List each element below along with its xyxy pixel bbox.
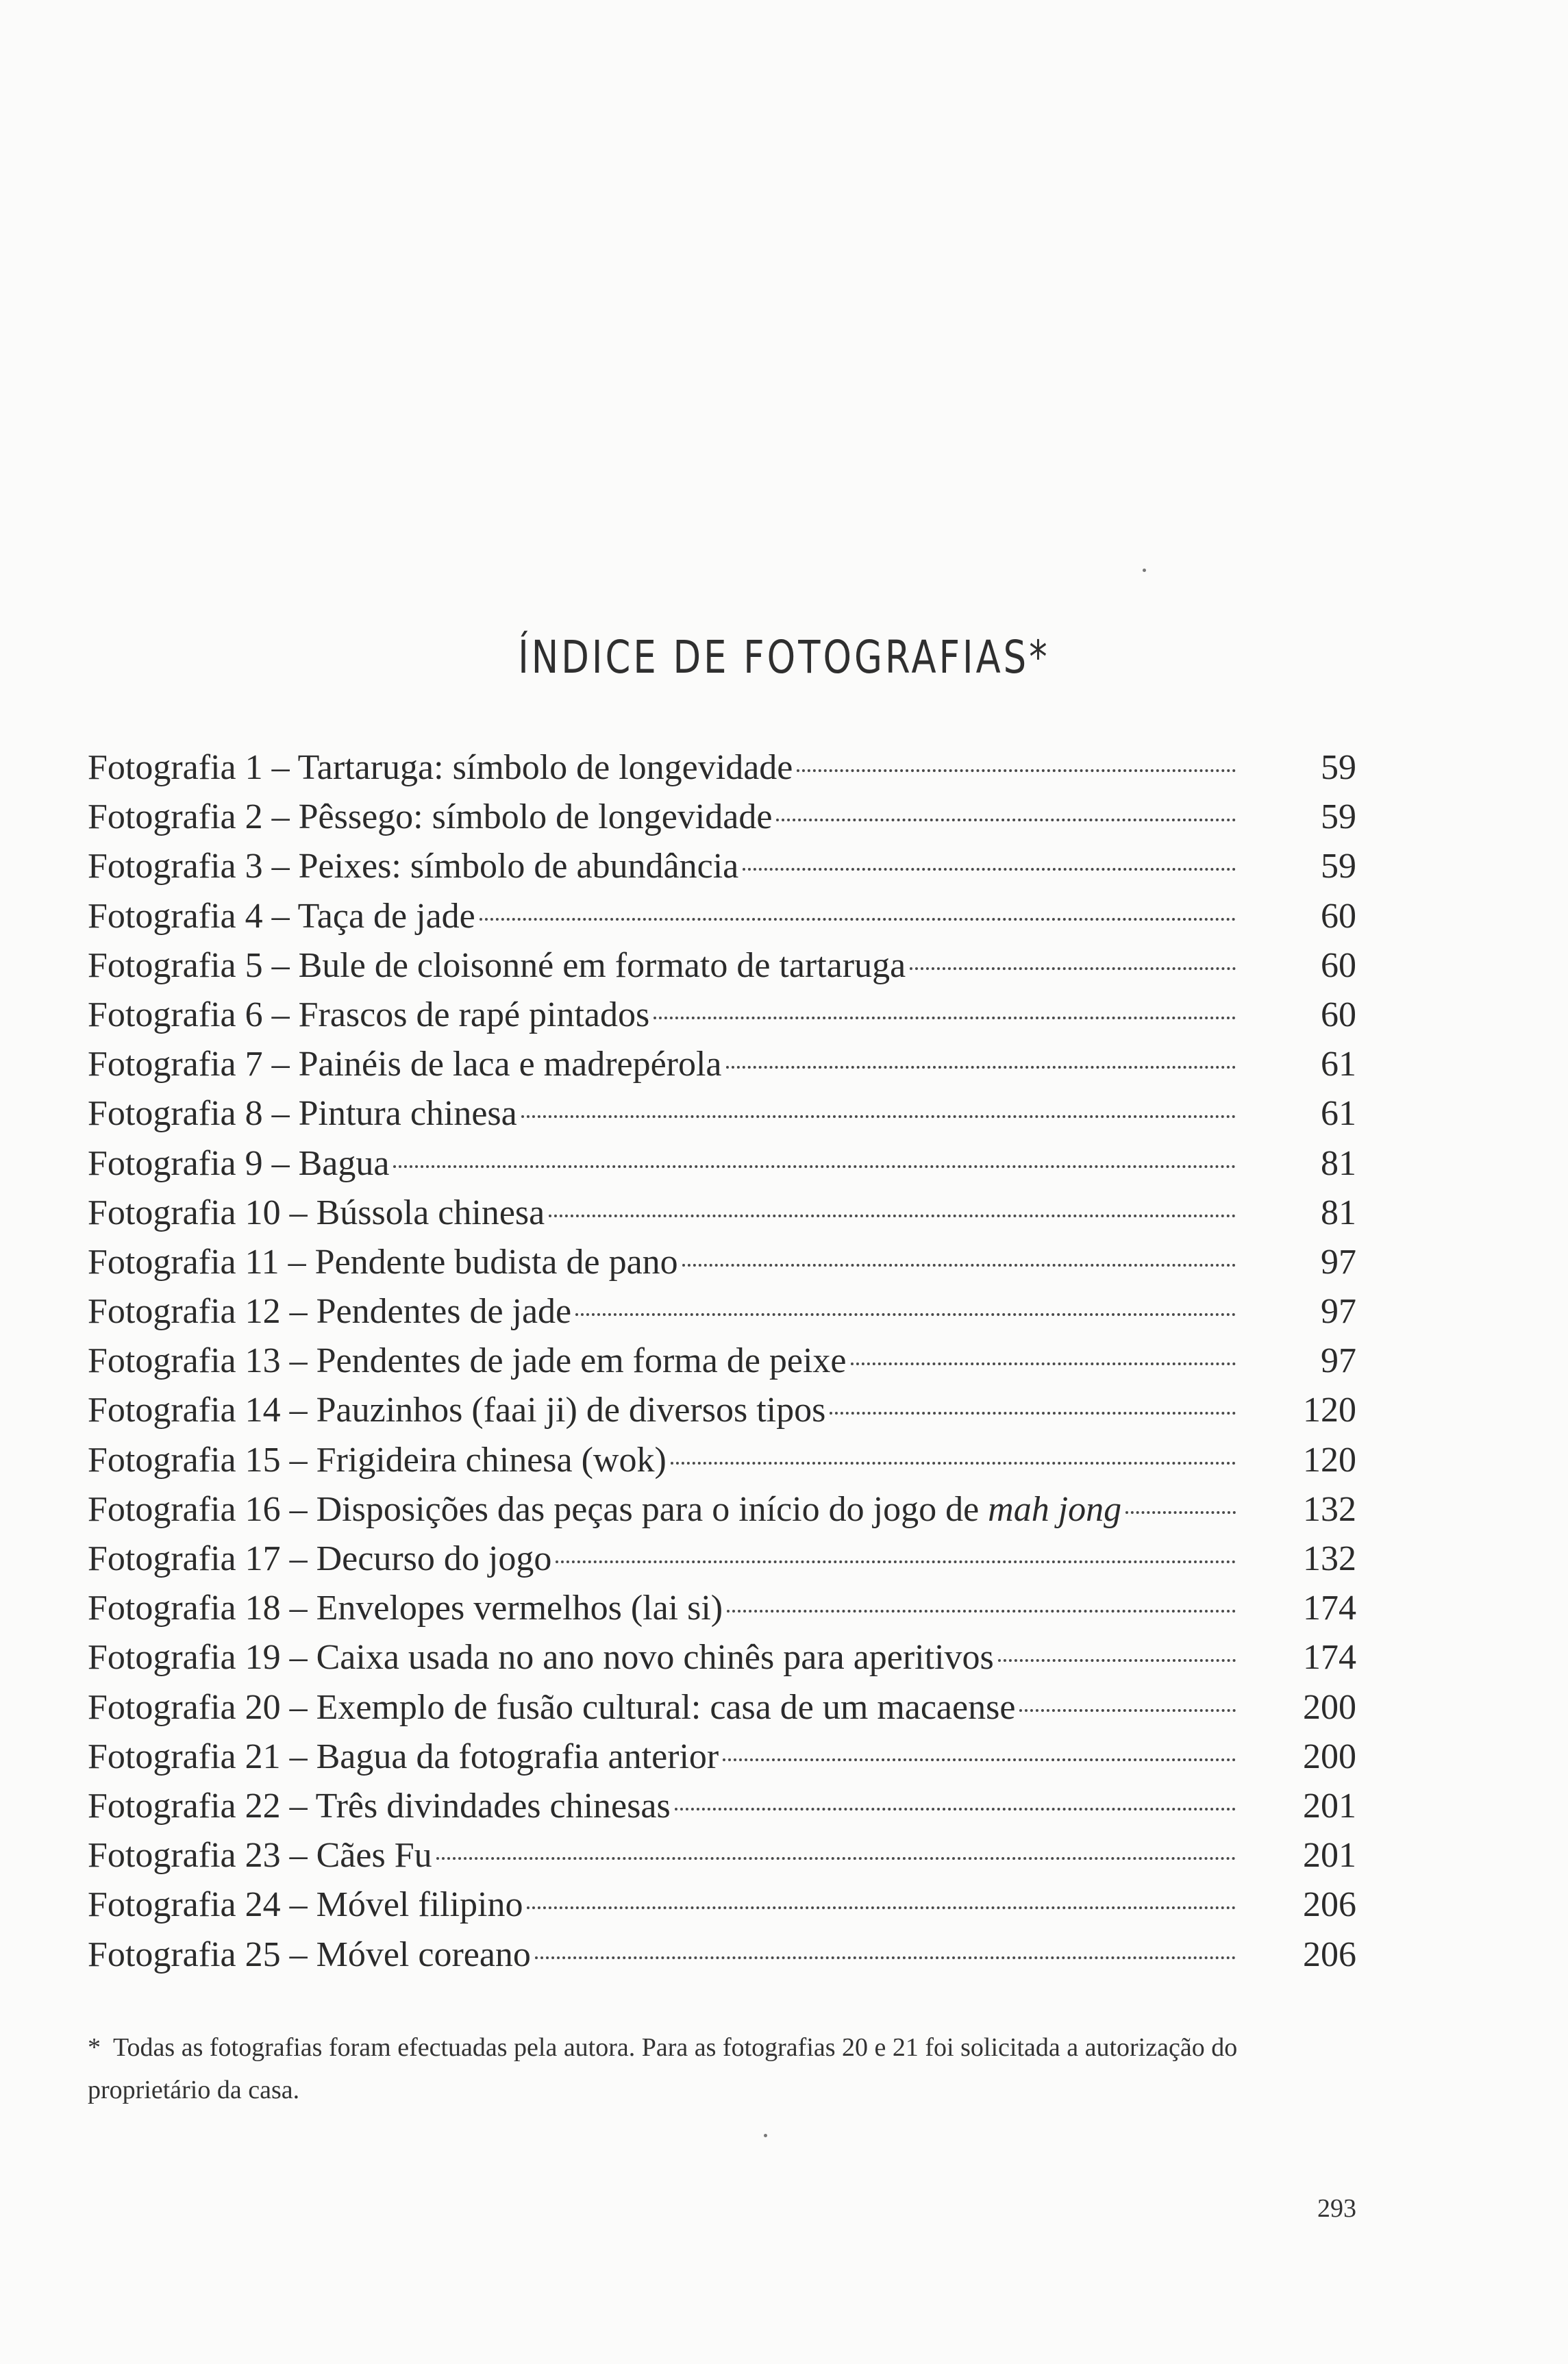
toc-entry [88,793,1356,842]
toc-entry [88,1880,1356,1930]
toc-entry [88,1139,1356,1189]
entry-title-text: Fotografia 4 – Taça de jade [88,896,475,936]
entry-page-number: 201 [1303,1786,1356,1826]
entry-page-number: 61 [1321,1045,1356,1084]
dot-leader [830,1412,1236,1415]
entry-title-text: Fotografia 7 – Painéis de laca e madrepérola [88,1045,722,1084]
entry-title-text: Fotografia 21 – Bagua da fotografia anterior [88,1737,719,1776]
dot-leader [556,1560,1236,1563]
entry-page-number: 59 [1321,797,1356,837]
toc-entry [88,1336,1356,1386]
dot-leader [675,1808,1236,1811]
entry-title [88,1436,667,1485]
entry-title-text: Fotografia 13 – Pendentes de jade em forma de peixe [88,1341,847,1381]
paper-speck [1143,569,1146,572]
entry-title-text: Fotografia 25 – Móvel coreano [88,1934,531,1974]
entry-title [88,743,793,793]
page-number: 293 [1317,2194,1356,2223]
entry-title-text: Fotografia 23 – Cães Fu [88,1836,432,1876]
toc-entry [88,1040,1356,1089]
dot-leader [521,1115,1236,1118]
dot-leader [527,1906,1236,1909]
entry-title [88,1732,719,1782]
footnote-mark: * [88,2033,101,2062]
entry-page-number: 206 [1303,1885,1356,1925]
toc-entry [88,991,1356,1040]
entry-title-text: Fotografia 10 – Bússola chinesa [88,1193,545,1232]
entry-title [88,1089,517,1139]
entry-title-text: Fotografia 19 – Caixa usada no ano novo chinês para aperitivos [88,1638,994,1678]
entry-title [88,1930,531,1980]
entry-title [88,1485,1121,1534]
entry-title-text: Fotografia 1 – Tartaruga: símbolo de longevidade [88,748,793,787]
dot-leader [671,1462,1236,1465]
entry-page-number: 97 [1321,1242,1356,1282]
toc-entry [88,743,1356,793]
page-title: ÍNDICE DE FOTOGRAFIAS* [518,631,1050,684]
dot-leader [436,1857,1236,1860]
entry-page-number: 174 [1303,1638,1356,1678]
dot-leader [1019,1709,1236,1712]
entry-page-number: 200 [1303,1737,1356,1776]
entry-page-number: 61 [1321,1094,1356,1134]
entry-title-italic: mah jong [988,1489,1122,1529]
dot-leader [727,1610,1236,1613]
entry-title [88,1238,678,1287]
entry-title-text: Fotografia 17 – Decurso do jogo [88,1539,552,1578]
toc-entry [88,1683,1356,1732]
entry-title [88,1880,523,1930]
entry-title [88,1534,551,1584]
entry-page-number: 60 [1321,995,1356,1034]
entry-page-number: 60 [1321,896,1356,936]
entry-page-number: 81 [1321,1193,1356,1232]
entry-page-number: 120 [1303,1440,1356,1480]
toc-entry [88,1930,1356,1980]
entry-title-text: Fotografia 14 – Pauzinhos (faai ji) de diversos tipos [88,1391,826,1430]
entry-title [88,793,772,842]
toc-entry [88,1287,1356,1336]
toc-entry [88,1534,1356,1584]
dot-leader [851,1363,1236,1365]
entry-title [88,1139,389,1189]
toc-entry [88,1436,1356,1485]
toc-entry [88,1189,1356,1238]
entry-title [88,1584,723,1633]
entry-title [88,1683,1015,1732]
toc-entry [88,1238,1356,1287]
entry-page-number: 206 [1303,1934,1356,1974]
toc-entry [88,1831,1356,1880]
photo-index-list [88,743,1356,1980]
dot-leader [998,1659,1236,1662]
entry-title-text: Fotografia 3 – Peixes: símbolo de abundância [88,847,739,886]
entry-title-text: Fotografia 16 – Disposições das peças para o início do jogo de [88,1489,988,1529]
entry-title [88,1633,994,1682]
entry-title-text: Fotografia 8 – Pintura chinesa [88,1094,517,1134]
entry-title-text: Fotografia 22 – Três divindades chinesas [88,1786,671,1826]
dot-leader [726,1066,1236,1069]
entry-page-number: 81 [1321,1143,1356,1183]
entry-page-number: 132 [1303,1489,1356,1529]
dot-leader [743,868,1236,871]
entry-title-text: Fotografia 12 – Pendentes de jade [88,1292,572,1332]
entry-title-text: Fotografia 15 – Frigideira chinesa (wok) [88,1440,667,1480]
dot-leader [535,1956,1236,1959]
entry-title-text: Fotografia 24 – Móvel filipino [88,1885,523,1925]
dot-leader [776,819,1236,821]
entry-page-number: 59 [1321,847,1356,886]
entry-title [88,1040,722,1089]
entry-title [88,1386,825,1435]
entry-page-number: 201 [1303,1836,1356,1876]
entry-title [88,1336,847,1386]
entry-title [88,892,475,941]
dot-leader [723,1758,1236,1761]
dot-leader [910,967,1236,970]
toc-entry [88,1485,1356,1534]
dot-leader [549,1215,1236,1217]
entry-title [88,941,906,991]
entry-title-text: Fotografia 6 – Frascos de rapé pintados [88,995,650,1034]
entry-page-number: 200 [1303,1687,1356,1727]
dot-leader [393,1165,1236,1168]
toc-entry [88,1089,1356,1139]
entry-title [88,1189,545,1238]
entry-page-number: 132 [1303,1539,1356,1578]
entry-title [88,1831,432,1880]
dot-leader [654,1017,1236,1019]
entry-page-number: 97 [1321,1292,1356,1332]
toc-entry [88,1386,1356,1435]
entry-title-text: Fotografia 18 – Envelopes vermelhos (lai si) [88,1589,723,1628]
entry-page-number: 120 [1303,1391,1356,1430]
dot-leader [1125,1511,1236,1514]
entry-title-text: Fotografia 11 – Pendente budista de pano [88,1242,678,1282]
toc-entry [88,941,1356,991]
dot-leader [797,769,1236,772]
entry-title [88,842,738,891]
entry-page-number: 60 [1321,945,1356,985]
toc-entry [88,1633,1356,1682]
dot-leader [480,918,1236,921]
dot-leader [682,1264,1236,1267]
entry-title [88,991,649,1040]
entry-title-text: Fotografia 5 – Bule de cloisonné em formato de tartaruga [88,945,906,985]
entry-title [88,1287,571,1336]
toc-entry [88,1732,1356,1782]
dot-leader [575,1313,1236,1316]
toc-entry [88,842,1356,891]
entry-title-text: Fotografia 20 – Exemplo de fusão cultural: casa de um macaense [88,1687,1016,1727]
entry-title-text: Fotografia 2 – Pêssego: símbolo de longevidade [88,797,773,837]
entry-title-text: Fotografia 9 – Bagua [88,1143,390,1183]
toc-entry [88,1782,1356,1831]
entry-page-number: 59 [1321,748,1356,787]
paper-speck [764,2134,767,2137]
footnote [88,2026,1356,2111]
footnote-text: Todas as fotografias foram efectuadas pela autora. Para as fotografias 20 e 21 foi solicitada a autorização do proprietário da casa. [88,2033,1238,2104]
entry-page-number: 97 [1321,1341,1356,1381]
toc-entry [88,1584,1356,1633]
entry-page-number: 174 [1303,1589,1356,1628]
toc-entry [88,892,1356,941]
entry-title [88,1782,671,1831]
